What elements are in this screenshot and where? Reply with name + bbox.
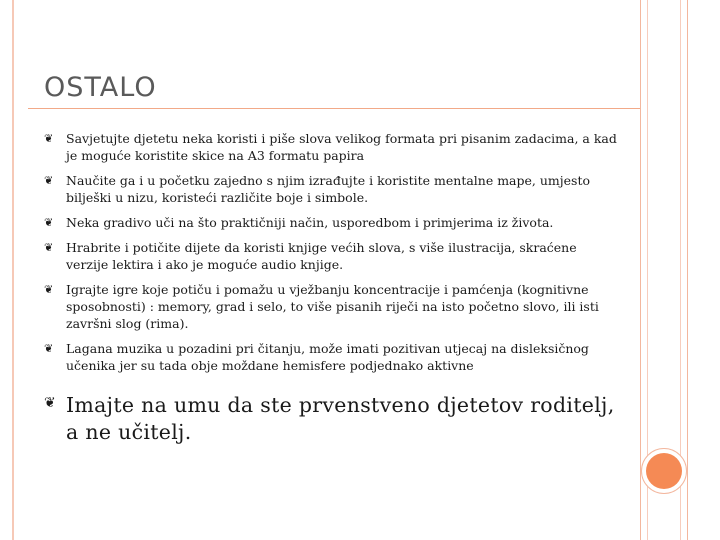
list-item xyxy=(44,172,622,206)
list-item xyxy=(44,340,622,374)
list-item-text: Igrajte igre koje potiču i pomažu u vježbanju koncentracije i pamćenja (kognitivne sposobnosti) : memory, grad i selo, to više pisanih riječi na isto početno slovo, ili isti završni slog (rima). xyxy=(66,282,599,331)
list-item-text: Neka gradivo uči na što praktičniji način, usporedbom i primjerima iz života. xyxy=(66,215,554,230)
list-item xyxy=(44,214,622,231)
list-item-text: Hrabrite i potičite dijete da koristi knjige većih slova, s više ilustracija, skraćene verzije lektira i ako je moguće audio knjige. xyxy=(66,240,577,272)
title-divider xyxy=(28,108,640,109)
list-item-text: Savjetujte djetetu neka koristi i piše slova velikog formata pri pisanim zadacima, a kad je moguće koristite skice na A3 formatu papira xyxy=(66,131,617,163)
left-decorative-rule xyxy=(12,0,14,540)
fleuron-icon: ❦ xyxy=(44,216,54,229)
fleuron-icon: ❦ xyxy=(44,283,54,296)
fleuron-icon: ❦ xyxy=(44,174,54,187)
decorative-circle xyxy=(646,453,682,489)
closing-statement xyxy=(44,392,622,446)
list-item xyxy=(44,239,622,273)
fleuron-icon: ❦ xyxy=(44,132,54,145)
list-item-text: Lagana muzika u pozadini pri čitanju, može imati pozitivan utjecaj na disleksičnog učenika jer su tada obje moždane hemisfere podjednako aktivne xyxy=(66,341,589,373)
fleuron-icon: ❦ xyxy=(44,241,54,254)
fleuron-icon: ❦ xyxy=(44,395,57,411)
list-item xyxy=(44,281,622,332)
list-item-text: Naučite ga i u početku zajedno s njim izrađujte i koristite mentalne mape, umjesto bilješki u nizu, koristeći različite boje i simbole. xyxy=(66,173,590,205)
list-item xyxy=(44,130,622,164)
fleuron-icon: ❦ xyxy=(44,342,54,355)
closing-statement-text: Imajte na umu da ste prvenstveno djetetov roditelj, a ne učitelj. xyxy=(66,393,615,444)
bullet-list xyxy=(44,130,622,454)
slide-title: OSTALO xyxy=(44,72,157,103)
